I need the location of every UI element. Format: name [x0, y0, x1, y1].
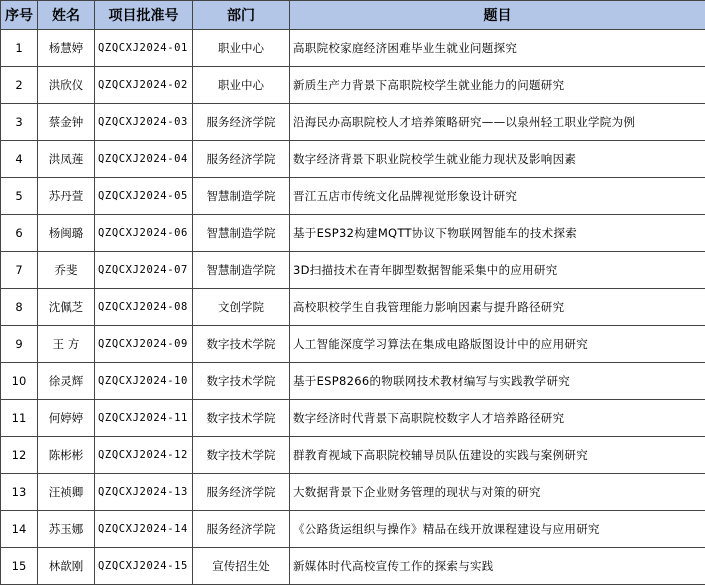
cell-approval-code: QZQCXJ2024-08 — [95, 289, 193, 326]
cell-department: 职业中心 — [193, 67, 290, 104]
table-row — [1, 511, 705, 548]
cell-number: 13 — [1, 474, 38, 511]
cell-approval-code: QZQCXJ2024-01 — [95, 30, 193, 67]
cell-name: 洪欣仪 — [38, 67, 95, 104]
table-row — [1, 178, 705, 215]
cell-department: 数字技术学院 — [193, 400, 290, 437]
cell-name: 徐灵辉 — [38, 363, 95, 400]
cell-number: 6 — [1, 215, 38, 252]
cell-title: 新质生产力背景下高职院校学生就业能力的问题研究 — [290, 67, 705, 104]
cell-name: 林歆刚 — [38, 548, 95, 585]
cell-department: 文创学院 — [193, 289, 290, 326]
cell-number: 4 — [1, 141, 38, 178]
cell-name: 苏丹萱 — [38, 178, 95, 215]
table-row — [1, 141, 705, 178]
cell-approval-code: QZQCXJ2024-10 — [95, 363, 193, 400]
cell-approval-code: QZQCXJ2024-05 — [95, 178, 193, 215]
table-row — [1, 252, 705, 289]
table-row — [1, 548, 705, 585]
header-name: 姓名 — [38, 1, 95, 30]
cell-number: 11 — [1, 400, 38, 437]
cell-approval-code: QZQCXJ2024-04 — [95, 141, 193, 178]
cell-approval-code: QZQCXJ2024-02 — [95, 67, 193, 104]
table-row — [1, 400, 705, 437]
table-row — [1, 67, 705, 104]
cell-title: 3D扫描技术在青年脚型数据智能采集中的应用研究 — [290, 252, 705, 289]
cell-title: 高校职校学生自我管理能力影响因素与提升路径研究 — [290, 289, 705, 326]
cell-number: 10 — [1, 363, 38, 400]
table-row — [1, 326, 705, 363]
cell-title: 数字经济时代背景下高职院校数字人才培养路径研究 — [290, 400, 705, 437]
cell-title: 新媒体时代高校宣传工作的探索与实践 — [290, 548, 705, 585]
header-department: 部门 — [193, 1, 290, 30]
cell-name: 王 方 — [38, 326, 95, 363]
cell-number: 1 — [1, 30, 38, 67]
cell-title: 高职院校家庭经济困难毕业生就业问题探究 — [290, 30, 705, 67]
cell-department: 智慧制造学院 — [193, 215, 290, 252]
cell-title: 沿海民办高职院校人才培养策略研究——以泉州轻工职业学院为例 — [290, 104, 705, 141]
header-title: 题目 — [290, 1, 705, 30]
cell-department: 数字技术学院 — [193, 437, 290, 474]
cell-department: 宣传招生处 — [193, 548, 290, 585]
table-row — [1, 215, 705, 252]
cell-number: 7 — [1, 252, 38, 289]
cell-name: 洪凤莲 — [38, 141, 95, 178]
cell-name: 乔斐 — [38, 252, 95, 289]
cell-title: 晋江五店市传统文化品牌视觉形象设计研究 — [290, 178, 705, 215]
cell-approval-code: QZQCXJ2024-15 — [95, 548, 193, 585]
cell-approval-code: QZQCXJ2024-09 — [95, 326, 193, 363]
cell-name: 陈彬彬 — [38, 437, 95, 474]
cell-title: 数字经济背景下职业院校学生就业能力现状及影响因素 — [290, 141, 705, 178]
table-row — [1, 289, 705, 326]
cell-number: 3 — [1, 104, 38, 141]
cell-department: 服务经济学院 — [193, 104, 290, 141]
cell-name: 汪祯卿 — [38, 474, 95, 511]
cell-approval-code: QZQCXJ2024-03 — [95, 104, 193, 141]
table-row — [1, 474, 705, 511]
cell-department: 服务经济学院 — [193, 474, 290, 511]
cell-approval-code: QZQCXJ2024-11 — [95, 400, 193, 437]
table-row — [1, 363, 705, 400]
cell-approval-code: QZQCXJ2024-06 — [95, 215, 193, 252]
cell-department: 智慧制造学院 — [193, 178, 290, 215]
cell-department: 数字技术学院 — [193, 326, 290, 363]
cell-approval-code: QZQCXJ2024-07 — [95, 252, 193, 289]
header-approval-code: 项目批准号 — [95, 1, 193, 30]
cell-number: 8 — [1, 289, 38, 326]
cell-department: 服务经济学院 — [193, 511, 290, 548]
cell-title: 群教育视域下高职院校辅导员队伍建设的实践与案例研究 — [290, 437, 705, 474]
cell-name: 杨慧婷 — [38, 30, 95, 67]
cell-title: 基于ESP32构建MQTT协议下物联网智能车的技术探索 — [290, 215, 705, 252]
cell-name: 何婷婷 — [38, 400, 95, 437]
cell-approval-code: QZQCXJ2024-14 — [95, 511, 193, 548]
cell-department: 服务经济学院 — [193, 141, 290, 178]
cell-title: 《公路货运组织与操作》精品在线开放课程建设与应用研究 — [290, 511, 705, 548]
cell-department: 职业中心 — [193, 30, 290, 67]
cell-name: 杨闽璐 — [38, 215, 95, 252]
cell-number: 14 — [1, 511, 38, 548]
table-row — [1, 437, 705, 474]
cell-department: 智慧制造学院 — [193, 252, 290, 289]
cell-number: 5 — [1, 178, 38, 215]
cell-number: 2 — [1, 67, 38, 104]
table-row — [1, 30, 705, 67]
cell-approval-code: QZQCXJ2024-12 — [95, 437, 193, 474]
table-row — [1, 104, 705, 141]
cell-name: 沈佩芝 — [38, 289, 95, 326]
cell-name: 蔡金钟 — [38, 104, 95, 141]
cell-title: 基于ESP8266的物联网技术教材编写与实践教学研究 — [290, 363, 705, 400]
cell-title: 人工智能深度学习算法在集成电路版图设计中的应用研究 — [290, 326, 705, 363]
header-row — [1, 1, 705, 30]
cell-approval-code: QZQCXJ2024-13 — [95, 474, 193, 511]
cell-number: 12 — [1, 437, 38, 474]
header-number: 序号 — [1, 1, 38, 30]
cell-title: 大数据背景下企业财务管理的现状与对策的研究 — [290, 474, 705, 511]
cell-name: 苏玉娜 — [38, 511, 95, 548]
cell-number: 9 — [1, 326, 38, 363]
cell-number: 15 — [1, 548, 38, 585]
cell-department: 数字技术学院 — [193, 363, 290, 400]
